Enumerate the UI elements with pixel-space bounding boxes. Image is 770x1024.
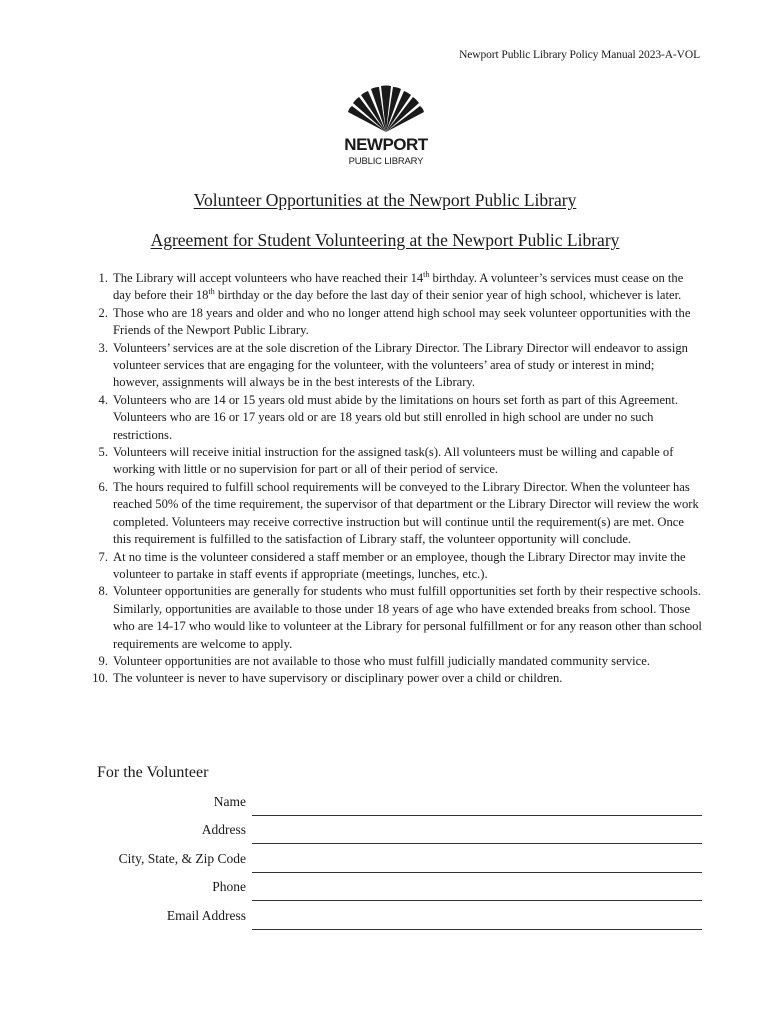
list-item	[90, 392, 702, 444]
item-number: 9.	[98, 653, 108, 668]
logo-text-newport: NEWPORT	[344, 135, 428, 154]
name-field	[60, 790, 702, 816]
list-item	[90, 444, 702, 479]
item-number: 5.	[98, 445, 108, 460]
item-text: Volunteer opportunities are generally for students who must fulfill opportunities set forth by their respective schools. Similarly, opportunities are available to those under 18 years of age who have extended breaks from school. Those who are 14-17 who would like to volunteer at the Library for personal fulfillment or for any reason other than school requirements are welcome to apply.	[113, 584, 702, 651]
item-number: 3.	[98, 340, 108, 355]
address-label: Address	[201, 822, 246, 837]
terms-list	[90, 270, 702, 688]
phone-label: Phone	[212, 879, 246, 894]
list-item	[90, 305, 702, 340]
item-number: 10.	[92, 671, 108, 686]
address-field	[60, 818, 702, 844]
agreement-subtitle: Agreement for Student Volunteering at the Newport Public Library	[150, 230, 620, 250]
list-item	[90, 583, 702, 653]
item-text: The volunteer is never to have supervisory or disciplinary power over a child or children.	[113, 671, 563, 686]
email-label: Email Address	[166, 908, 246, 923]
item-number: 8.	[98, 584, 108, 599]
name-label: Name	[213, 794, 246, 809]
page-title: Volunteer Opportunities at the Newport Public Library	[193, 190, 577, 210]
item-number: 1.	[98, 271, 108, 285]
city-state-zip-field	[60, 847, 702, 873]
item-text: Those who are 18 years and older and who no longer attend high school may seek volunteer opportunities with the Friends of the Newport Public Library.	[113, 305, 691, 338]
volunteer-section-heading: For the Volunteer	[97, 764, 209, 781]
item-text: The hours required to fulfill school requirements will be conveyed to the Library Director. When the volunteer has reached 50% of the time requirement, the supervisor of that department or the Library Director will review the work completed. Volunteers may receive corrective instruction but will continue until the requirement(s) are met. Once this requirement is fulfilled to the satisfaction of Library staff, the volunteer opportunity will conclude.	[113, 479, 699, 547]
item-text: Volunteer opportunities are not available to those who must fulfill judicially mandated community service.	[113, 653, 650, 668]
item-text: Volunteers who are 14 or 15 years old must abide by the limitations on hours set forth as part of this Agreement. Volunteers who are 16 or 17 years old or are 18 years old but still enrolled in high school are under no such restrictions.	[113, 392, 678, 442]
name-input-line[interactable]	[252, 815, 702, 816]
item-text: Volunteers’ services are at the sole discretion of the Library Director. The Library Director will endeavor to assign volunteer services that are engaging for the volunteer, with the volunteers’ area of study or interest in mind; however, assignments will always be in the best interests of the Library.	[113, 340, 688, 390]
address-input-line[interactable]	[252, 843, 702, 844]
list-item	[90, 479, 702, 549]
email-field	[60, 904, 702, 930]
shell-fan-icon	[340, 82, 432, 172]
phone-field	[60, 875, 702, 901]
list-item	[90, 340, 702, 392]
item-text: Volunteers will receive initial instruction for the assigned task(s). All volunteers must be willing and capable of working with little or no supervision for part or all of their period of service.	[113, 445, 674, 477]
city-state-zip-input-line[interactable]	[252, 872, 702, 873]
item-text: At no time is the volunteer considered a staff member or an employee, though the Library Director may invite the volunteer to partake in staff events if appropriate (meetings, lunches, etc.).	[113, 549, 686, 581]
phone-input-line[interactable]	[252, 900, 702, 901]
list-item	[90, 670, 702, 687]
item-number: 7.	[98, 549, 108, 564]
logo-text-public-library: PUBLIC LIBRARY	[348, 156, 424, 167]
city-state-zip-label: City, State, & Zip Code	[118, 851, 246, 866]
library-logo	[340, 82, 432, 172]
email-input-line[interactable]	[252, 929, 702, 930]
item-number: 6.	[98, 479, 108, 494]
item-number: 2.	[98, 305, 108, 320]
item-number: 4.	[98, 392, 108, 407]
list-item: 1. The Library will accept volunteers who have reached their 14th birthday. A volunteer’s services must cease on the day before their 18th birthday or the day before the last day of their senior year of high school, whichever is later.	[90, 270, 702, 305]
list-item	[90, 653, 702, 670]
list-item	[90, 549, 702, 584]
policy-reference: Newport Public Library Policy Manual 2023-A-VOL	[459, 49, 700, 61]
